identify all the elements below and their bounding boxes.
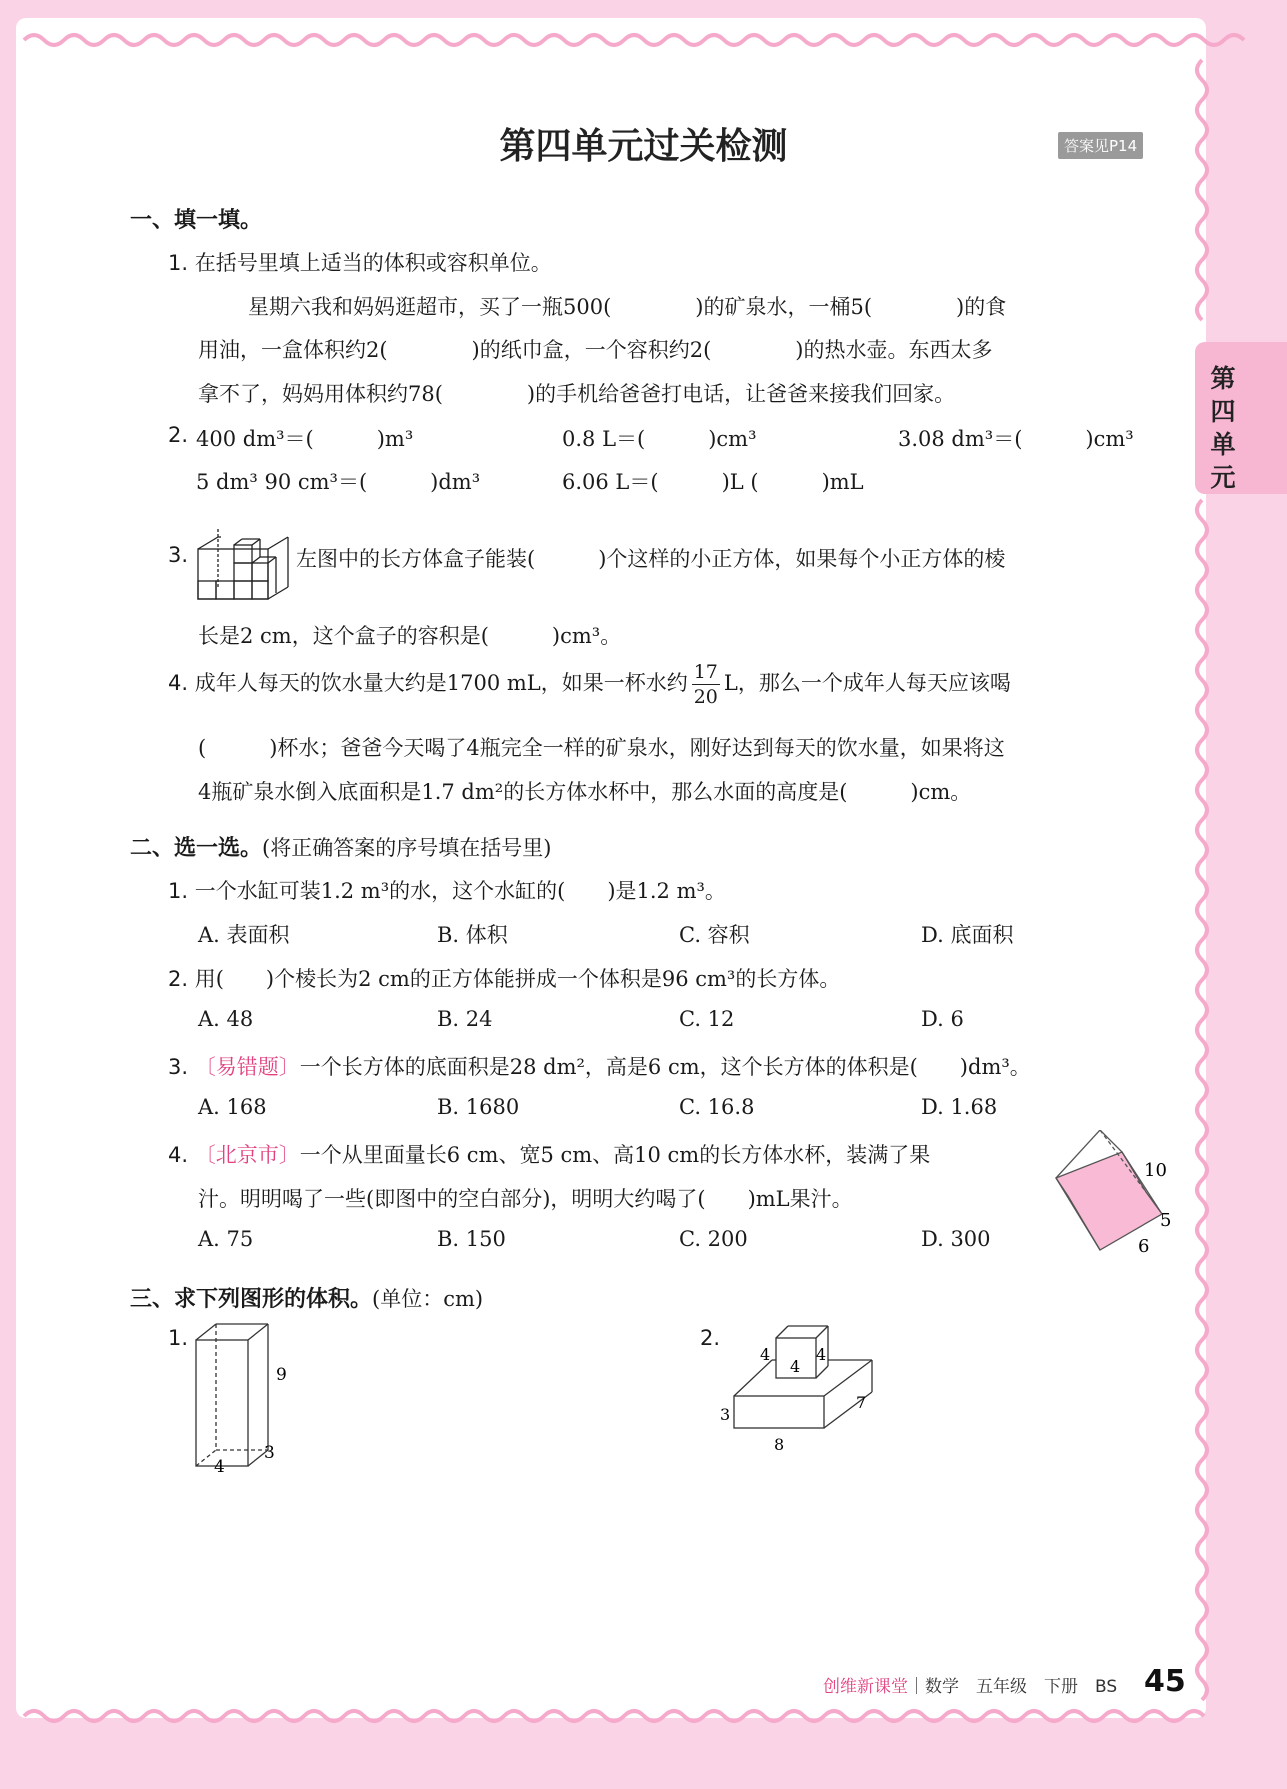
q1-4-text-a: 成年人每天的饮水量大约是1700 mL，如果一杯水约 — [194, 671, 688, 695]
q1-4-line-3: 4瓶矿泉水倒入底面积是1.7 dm²的长方体水杯中，那么水面的高度是( )cm。 — [198, 780, 972, 804]
box-with-cubes-figure — [196, 525, 290, 603]
q1-1-line-3: 拿不了，妈妈用体积约78( )的手机给爸爸打电话，让爸爸来接我们回家。 — [198, 382, 956, 406]
question-number: 2. — [168, 967, 189, 991]
fig2-label-top-right: 4 — [816, 1345, 827, 1364]
question-text: 在括号里填上适当的体积或容积单位。 — [194, 251, 552, 275]
question-number: 1. — [168, 251, 189, 275]
question-text: 一个从里面量长6 cm、宽5 cm、高10 cm的长方体水杯，装满了果 — [299, 1143, 931, 1167]
tilted-juice-cup-figure — [1050, 1130, 1190, 1260]
fig2-label-base-height: 3 — [720, 1405, 731, 1424]
section-1-heading: 一、填一填。 — [130, 208, 263, 233]
q2-4-option-d: D. 300 — [921, 1227, 991, 1251]
q1-2-d: 5 dm³ 90 cm³＝( )dm³ — [196, 470, 481, 494]
question-number: 3. — [168, 543, 189, 567]
q2-4-option-a: A. 75 — [198, 1227, 254, 1251]
q2-2-option-a: A. 48 — [198, 1007, 254, 1031]
fraction-denominator: 20 — [693, 686, 718, 708]
question-number: 3. — [168, 1055, 189, 1079]
question-number: 4. — [168, 671, 189, 695]
question-number: 2. — [700, 1326, 721, 1350]
q1-4-line-1 — [168, 660, 1011, 709]
q2-1-option-b: B. 体积 — [437, 923, 508, 947]
q1-4-line-2: ( )杯水；爸爸今天喝了4瓶完全一样的矿泉水，刚好达到每天的饮水量，如果将这 — [198, 736, 1005, 760]
book-info: 数学 五年级 下册 BS — [925, 1677, 1118, 1697]
brand-name: 创维新课堂 — [823, 1677, 908, 1697]
page-title: 第四单元过关检测 — [499, 126, 788, 167]
q2-3-option-d: D. 1.68 — [921, 1095, 998, 1119]
fig1-label-height: 9 — [276, 1365, 287, 1385]
error-prone-tag: 〔易错题〕 — [194, 1055, 300, 1079]
question-text: 用( )个棱长为2 cm的正方体能拼成一个体积是96 cm³的长方体。 — [194, 967, 841, 991]
unit-side-tab — [1195, 342, 1287, 494]
footer — [823, 1672, 1117, 1697]
section-2-heading — [130, 831, 551, 862]
fig2-label-top-front: 4 — [790, 1357, 801, 1376]
q1-2-a: 400 dm³＝( )m³ — [196, 427, 414, 451]
q2-2-prompt — [168, 963, 840, 993]
section-3-heading — [130, 1282, 483, 1313]
q2-4-line-2: 汁。明明喝了一些(即图中的空白部分)，明明大约喝了( )mL果汁。 — [198, 1187, 853, 1211]
region-tag: 〔北京市〕 — [194, 1143, 300, 1167]
question-number: 1. — [168, 1326, 189, 1350]
q2-4-option-c: C. 200 — [679, 1227, 748, 1251]
question-text: 一个水缸可装1.2 m³的水，这个水缸的( )是1.2 m³。 — [194, 879, 726, 903]
question-text: 一个长方体的底面积是28 dm²，高是6 cm，这个长方体的体积是( )dm³。 — [299, 1055, 1031, 1079]
fig2-label-base-length: 8 — [774, 1435, 785, 1454]
section-2-note: (将正确答案的序号填在括号里) — [262, 836, 552, 860]
answer-reference-badge: 答案见P14 — [1058, 132, 1143, 159]
fig2-label-base-width: 7 — [856, 1393, 867, 1412]
section-3-title: 三、求下列图形的体积。 — [130, 1287, 373, 1312]
cup-label-height: 10 — [1144, 1160, 1167, 1181]
q2-2-option-c: C. 12 — [679, 1007, 735, 1031]
q2-4-option-b: B. 150 — [437, 1227, 506, 1251]
fig2-label-top-left: 4 — [760, 1345, 771, 1364]
unit-side-tab-label: 第四单元 — [1210, 364, 1236, 492]
fig1-label-width: 3 — [264, 1443, 275, 1463]
q2-2-option-d: D. 6 — [921, 1007, 964, 1031]
q2-3-prompt — [168, 1051, 1031, 1081]
figure-2-combined-solid — [716, 1320, 896, 1460]
footer-divider: ｜ — [908, 1677, 925, 1697]
fraction — [692, 660, 720, 709]
fraction-numerator: 17 — [693, 661, 718, 683]
q2-2-option-b: B. 24 — [437, 1007, 493, 1031]
q2-1-prompt — [168, 875, 726, 905]
q2-1-option-d: D. 底面积 — [921, 923, 1014, 947]
fig1-label-length: 4 — [214, 1457, 225, 1477]
question-number: 1. — [168, 879, 189, 903]
q2-4-line-1 — [168, 1139, 930, 1169]
question-number: 2. — [168, 423, 189, 447]
q2-3-option-c: C. 16.8 — [679, 1095, 755, 1119]
q1-1-line-2: 用油，一盒体积约2( )的纸巾盒，一个容积约2( )的热水壶。东西太多 — [198, 338, 993, 362]
cup-label-width: 5 — [1160, 1210, 1172, 1231]
q1-2-b: 0.8 L＝( )cm³ — [562, 427, 757, 451]
q2-1-option-c: C. 容积 — [679, 923, 750, 947]
q1-1-prompt — [168, 247, 552, 277]
page-number: 45 — [1144, 1664, 1186, 1699]
q1-3-line-2: 长是2 cm，这个盒子的容积是( )cm³。 — [198, 624, 622, 648]
q1-4-text-b: L，那么一个成年人每天应该喝 — [723, 671, 1011, 695]
q1-2-c: 3.08 dm³＝( )cm³ — [898, 427, 1134, 451]
q1-1-line-1: 星期六我和妈妈逛超市，买了一瓶500( )的矿泉水，一桶5( )的食 — [248, 295, 1007, 319]
section-2-title: 二、选一选。 — [130, 836, 263, 861]
section-3-note: (单位：cm) — [372, 1287, 484, 1311]
cup-label-length: 6 — [1138, 1236, 1150, 1257]
figure-1-cuboid — [190, 1318, 300, 1478]
q2-3-option-a: A. 168 — [198, 1095, 267, 1119]
question-number: 4. — [168, 1143, 189, 1167]
q1-2-e: 6.06 L＝( )L ( )mL — [562, 470, 864, 494]
q2-3-option-b: B. 1680 — [437, 1095, 520, 1119]
q1-3-line-1: 左图中的长方体盒子能装( )个这样的小正方体，如果每个小正方体的棱 — [296, 547, 1006, 571]
q2-1-option-a: A. 表面积 — [198, 923, 290, 947]
